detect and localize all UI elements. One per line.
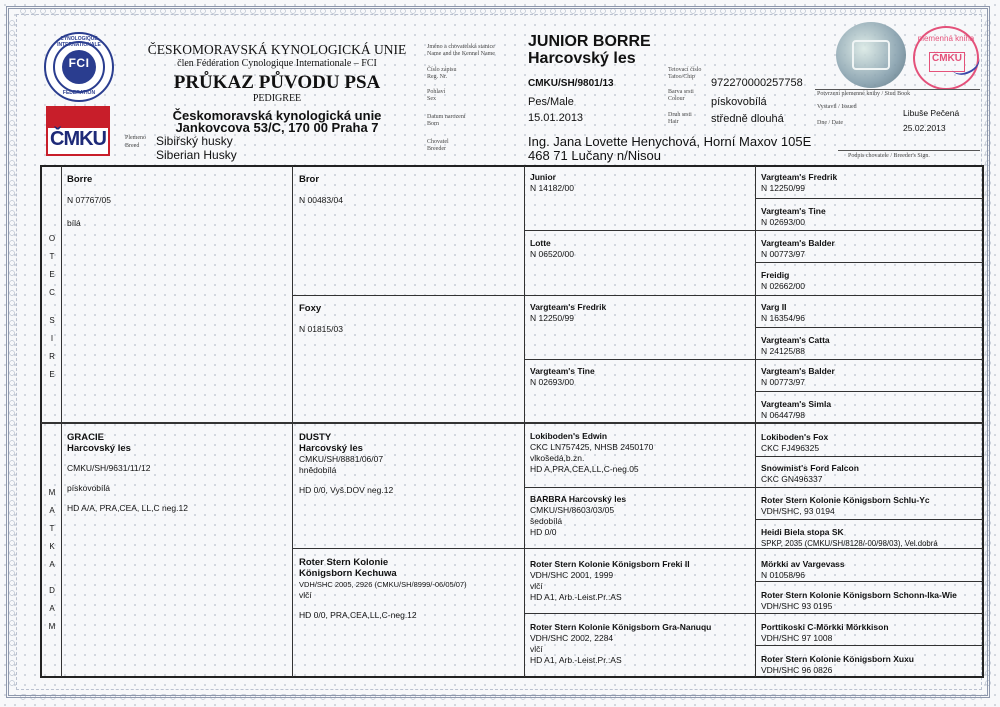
cmku-logo-text: ČMKU	[50, 128, 106, 150]
ancestor-name: Mörkki av Vargevass	[761, 559, 845, 569]
ancestor-reg: N 00773/97	[761, 249, 805, 259]
gen4-cell	[761, 622, 981, 644]
ancestor-reg: N 00773/97	[761, 377, 805, 387]
ancestor-name: Lokiboden's Edwin	[530, 431, 608, 441]
ancestor-reg: CMKU/SH/8881/06/07	[299, 454, 384, 464]
dog-breeder-line1: Ing. Jana Lovette Henychová, Horní Maxov 105E	[528, 134, 812, 149]
org-logo	[42, 32, 118, 156]
ancestor-colour: vlčí	[299, 590, 312, 600]
label-sex-en: Sex	[427, 96, 436, 102]
fci-logo-text: FCI	[68, 56, 90, 70]
gen4-cell	[761, 335, 981, 357]
gen4-row-line	[755, 645, 983, 646]
breed-value-cz: Sibiřský husky	[156, 134, 233, 148]
ancestor-name: Snowmist's Ford Falcon	[761, 463, 859, 473]
dog-reg: CMKU/SH/9801/13	[528, 78, 614, 89]
label-breeder-cz: Chovatel	[427, 139, 449, 145]
side-letter: E	[49, 270, 55, 279]
side-letter: M	[48, 488, 56, 497]
label-breeder-en: Breeder	[427, 146, 446, 152]
hologram-inner	[852, 40, 890, 70]
dog-born: 15.01.2013	[528, 112, 584, 124]
dam-cell	[67, 432, 289, 514]
gen4-cell	[761, 590, 981, 612]
ancestor-reg: N 00483/04	[299, 195, 343, 205]
ancestor-health: HD 0/0, Vyš.DOV neg.12	[299, 485, 394, 495]
breeder-sign-line	[838, 150, 980, 151]
dog-chip: 972270000257758	[711, 77, 803, 89]
stamp-mark: ČMKU	[929, 52, 965, 72]
label-date: Dne / Date	[817, 120, 843, 126]
gen4-cell	[761, 463, 981, 485]
ancestor-colour: hnědobílá	[299, 465, 337, 475]
side-letter: S	[49, 316, 55, 325]
ancestor-name: Roter Stern Kolonie Königsborn Xuxu	[761, 654, 915, 664]
org-name: ČESKOMORAVSKÁ KYNOLOGICKÁ UNIE	[147, 42, 407, 57]
ancestor-reg: N 06447/98	[761, 410, 805, 420]
ancestor-reg: VDH/SHC 2005, 2926 (CMKU/SH/8999/-06/05/07)	[299, 580, 467, 589]
doc-title: PRŮKAZ PŮVODU PSA	[173, 72, 381, 93]
gen3-cell	[530, 172, 752, 194]
label-sex-cz: Pohlaví	[427, 89, 446, 95]
label-issued: Vystavil / Issued	[817, 104, 857, 110]
ancestor-name: Vargteam's Balder	[761, 366, 835, 376]
ancestor-reg: VDH/SHC 2001, 1999	[530, 570, 614, 580]
ancestor-name: Roter Stern Kolonie Königsborn Gra-Nanuqu	[530, 622, 712, 632]
sire-cell	[67, 174, 289, 229]
label-name-en: Name and the Kennel Name	[427, 51, 495, 57]
gen4-row-line	[755, 581, 983, 582]
gen4-row-line	[755, 456, 983, 457]
ancestor-name: Bror	[299, 174, 320, 185]
gen4-cell	[761, 206, 981, 228]
ancestor-name: Vargteam's Catta	[761, 335, 830, 345]
fci-logo-top-text: CYNOLOGIQUE INTERNATIONALE	[57, 36, 101, 48]
ancestor-name: Roter Stern Kolonie Königsborn Schonn-Ika-Wie	[761, 590, 957, 600]
ancestor-name: Vargteam's Tine	[530, 366, 595, 376]
label-colour-en: Colour	[668, 96, 685, 102]
ancestor-reg: N 02693/00	[761, 217, 805, 227]
label-reg-cz: Číslo zápisu	[427, 67, 457, 73]
gen4-row-line	[755, 519, 983, 520]
dam-kennel: Harcovský les	[67, 443, 131, 454]
gen3-row-line	[524, 230, 983, 231]
ancestor-health: HD A1, Arb.-Leist.Pr.:AS	[530, 592, 622, 602]
breed-label-cz: Plemeno	[125, 135, 146, 141]
side-letter: K	[49, 542, 55, 551]
issued-by: Libuše Pečená	[903, 108, 960, 118]
ancestor-name: Lokiboden's Fox	[761, 432, 829, 442]
ancestor-reg: N 16354/96	[761, 313, 805, 323]
ancestor-name: Porttikoski C-Mörkki Mörkkison	[761, 622, 889, 632]
dog-breeder-line2: 468 71 Lučany n/Nisou	[528, 148, 661, 163]
label-hair-cz: Druh srsti	[668, 112, 692, 118]
label-hair-en: Hair	[668, 119, 679, 125]
gen3-row-line	[524, 359, 983, 360]
ancestor-health: HD A1, Arb.-Leist.Pr.:AS	[530, 655, 622, 665]
cmku-logo	[46, 106, 110, 156]
gen4-cell	[761, 432, 981, 454]
gen4-cell	[761, 172, 981, 194]
ancestor-name: Roter Stern Kolonie	[299, 557, 389, 568]
dog-name: JUNIOR BORRE	[528, 33, 651, 50]
gen4-cell	[761, 366, 981, 388]
side-letter: T	[49, 252, 55, 261]
ancestor-colour: šedobílá	[530, 516, 563, 526]
dam-health: HD A/A, PRA,CEA, LL,C neg.12	[67, 503, 188, 513]
side-letter: I	[50, 334, 54, 343]
ancestor-name: Heidi Biela stopa SK	[761, 527, 844, 537]
ancestor-name: Vargteam's Fredrik	[761, 172, 838, 182]
ancestor-reg: CKC LN757425, NHSB 2450170	[530, 442, 654, 452]
ancestor-reg: VDH/SHC 93 0195	[761, 601, 833, 611]
ancestor-name: Vargteam's Fredrik	[530, 302, 607, 312]
gen4-cell	[761, 302, 981, 324]
ancestor-name: Freidig	[761, 270, 790, 280]
gen3-cell	[530, 431, 752, 475]
sire-colour: bílá	[67, 218, 81, 228]
gen4-cell	[761, 654, 981, 676]
side-letter: E	[49, 370, 55, 379]
label-breeder-sign: Podpis chovatele / Breeder's Sign.	[848, 153, 930, 159]
side-letter: C	[49, 288, 55, 297]
gen4-cell	[761, 495, 981, 517]
dog-colour: pískovobílá	[711, 96, 767, 108]
ancestor-kennel: Königsborn Kechuwa	[299, 568, 397, 579]
breed-label-en: Breed	[125, 143, 140, 149]
org-address: Jankovcova 53/C, 170 00 Praha 7	[175, 120, 379, 135]
ancestor-reg: CKC GN496337	[761, 474, 823, 484]
ancestor-reg: N 02693/00	[530, 377, 574, 387]
label-reg-en: Reg. Nr.	[427, 74, 448, 80]
side-letter: A	[49, 506, 55, 515]
label-studbook: Potvrzení plemenné knihy / Stud Book	[817, 91, 911, 97]
gen3-row-line	[524, 487, 983, 488]
ancestor-name: BARBRA Harcovský les	[530, 494, 627, 504]
gen4-row-line	[755, 262, 983, 263]
ancestor-reg: CMKU/SH/8603/03/05	[530, 505, 615, 515]
ancestor-reg: CKC FJ496325	[761, 443, 820, 453]
gen2-cell	[299, 432, 521, 496]
studbook-line	[815, 89, 980, 90]
ancestor-name: Vargteam's Balder	[761, 238, 835, 248]
dog-hair: středně dlouhá	[711, 113, 784, 125]
label-name-cz: Jméno a chovatelská stanice	[427, 44, 495, 50]
dam-name: GRACIE	[67, 432, 104, 443]
doc-subtitle: PEDIGREE	[252, 93, 302, 104]
gen4-cell	[761, 527, 981, 549]
side-letter: D	[49, 586, 55, 595]
org-member: člen Fédération Cynologique Internationale – FCI	[177, 58, 377, 69]
ancestor-reg: SPKP, 2035 (CMKU/SH/8128/-00/98/03), Vel.dobrá	[761, 539, 938, 548]
label-tattoo-en: Tatoo/Chip	[668, 74, 695, 80]
side-letter: A	[49, 604, 55, 613]
dog-sex: Pes/Male	[528, 96, 574, 108]
sire-reg: N 07767/05	[67, 195, 111, 205]
ancestor-reg: N 01815/03	[299, 324, 343, 334]
side-letter: A	[49, 560, 55, 569]
gen3-cell	[530, 238, 752, 260]
label-born-en: Born	[427, 121, 439, 127]
ancestor-colour: vlčí	[530, 644, 543, 654]
gen3-row-line	[524, 613, 983, 614]
ancestor-reg: VDH/SHC 97 1008	[761, 633, 833, 643]
gen3-cell	[530, 302, 752, 324]
breed-value-en: Siberian Husky	[156, 148, 237, 162]
gen3-cell	[530, 494, 752, 538]
sire-name: Borre	[67, 174, 93, 185]
org-full-name: Českomoravská kynologická unie	[172, 108, 382, 123]
ancestor-name: Roter Stern Kolonie Königsborn Freki II	[530, 559, 690, 569]
issued-date: 25.02.2013	[903, 123, 946, 133]
gen3-cell	[530, 366, 752, 388]
ancestor-name: Lotte	[530, 238, 551, 248]
ancestor-reg: N 01058/96	[761, 570, 805, 580]
ancestor-name: Junior	[530, 172, 556, 182]
ancestor-reg: VDH/SHC 2002, 2284	[530, 633, 614, 643]
label-born-cz: Datum narození	[427, 114, 466, 120]
ancestor-name: Vargteam's Simla	[761, 399, 832, 409]
ancestor-colour: vlkošedá,b.zn.	[530, 453, 585, 463]
side-letter: T	[49, 524, 55, 533]
stamp-text: plemenná kniha	[917, 34, 975, 43]
ancestor-reg: VDH/SHC, 93 0194	[761, 506, 835, 516]
ancestor-reg: N 06520/00	[530, 249, 574, 259]
ancestor-name: DUSTY	[299, 432, 332, 443]
dog-kennel: Harcovský les	[528, 50, 636, 67]
gen4-cell	[761, 238, 981, 260]
ancestor-health: HD A,PRA,CEA,LL,C-neg.05	[530, 464, 639, 474]
ancestor-reg: N 02662/00	[761, 281, 805, 291]
dam-colour: pískovobílá	[67, 483, 110, 493]
fci-logo-bottom-text: FEDERATION	[62, 90, 96, 96]
gen2-cell	[299, 557, 521, 621]
ancestor-name: Vargteam's Tine	[761, 206, 826, 216]
sire-dam-divider	[41, 422, 983, 424]
ancestor-health: HD 0/0	[530, 527, 557, 537]
ancestor-reg: N 12250/99	[761, 183, 805, 193]
gen4-row-line	[755, 327, 983, 328]
gen4-row-line	[755, 198, 983, 199]
ancestor-reg: N 14182/00	[530, 183, 574, 193]
gen2-cell	[299, 174, 521, 206]
fci-logo	[44, 32, 114, 102]
side-letter: M	[48, 622, 56, 631]
sire-gen2-divider	[292, 295, 983, 296]
gen4-row-line	[755, 391, 983, 392]
gen3-cell	[530, 622, 752, 666]
ancestor-name: Foxy	[299, 303, 322, 314]
gen2-cell	[299, 303, 521, 335]
ancestor-health: HD 0/0, PRA,CEA,LL,C-neg.12	[299, 610, 417, 620]
gen4-cell	[761, 399, 981, 421]
label-tattoo-cz: Tetovací číslo	[668, 67, 702, 73]
ancestor-reg: N 24125/88	[761, 346, 805, 356]
ancestor-reg: VDH/SHC 96 0826	[761, 665, 833, 675]
ancestor-name: Varg II	[761, 302, 787, 312]
ancestor-colour: vlčí	[530, 581, 543, 591]
gen4-cell	[761, 270, 981, 292]
gen3-cell	[530, 559, 752, 603]
gen4-cell	[761, 559, 981, 581]
ancestor-name: Roter Stern Kolonie Königsborn Schlu-Yc	[761, 495, 930, 505]
side-letter: O	[48, 234, 56, 243]
dam-reg: CMKU/SH/9631/11/12	[67, 463, 151, 473]
side-letter: R	[49, 352, 55, 361]
label-colour-cz: Barva srsti	[668, 89, 694, 95]
ancestor-reg: N 12250/99	[530, 313, 574, 323]
ancestor-kennel: Harcovský les	[299, 443, 363, 454]
